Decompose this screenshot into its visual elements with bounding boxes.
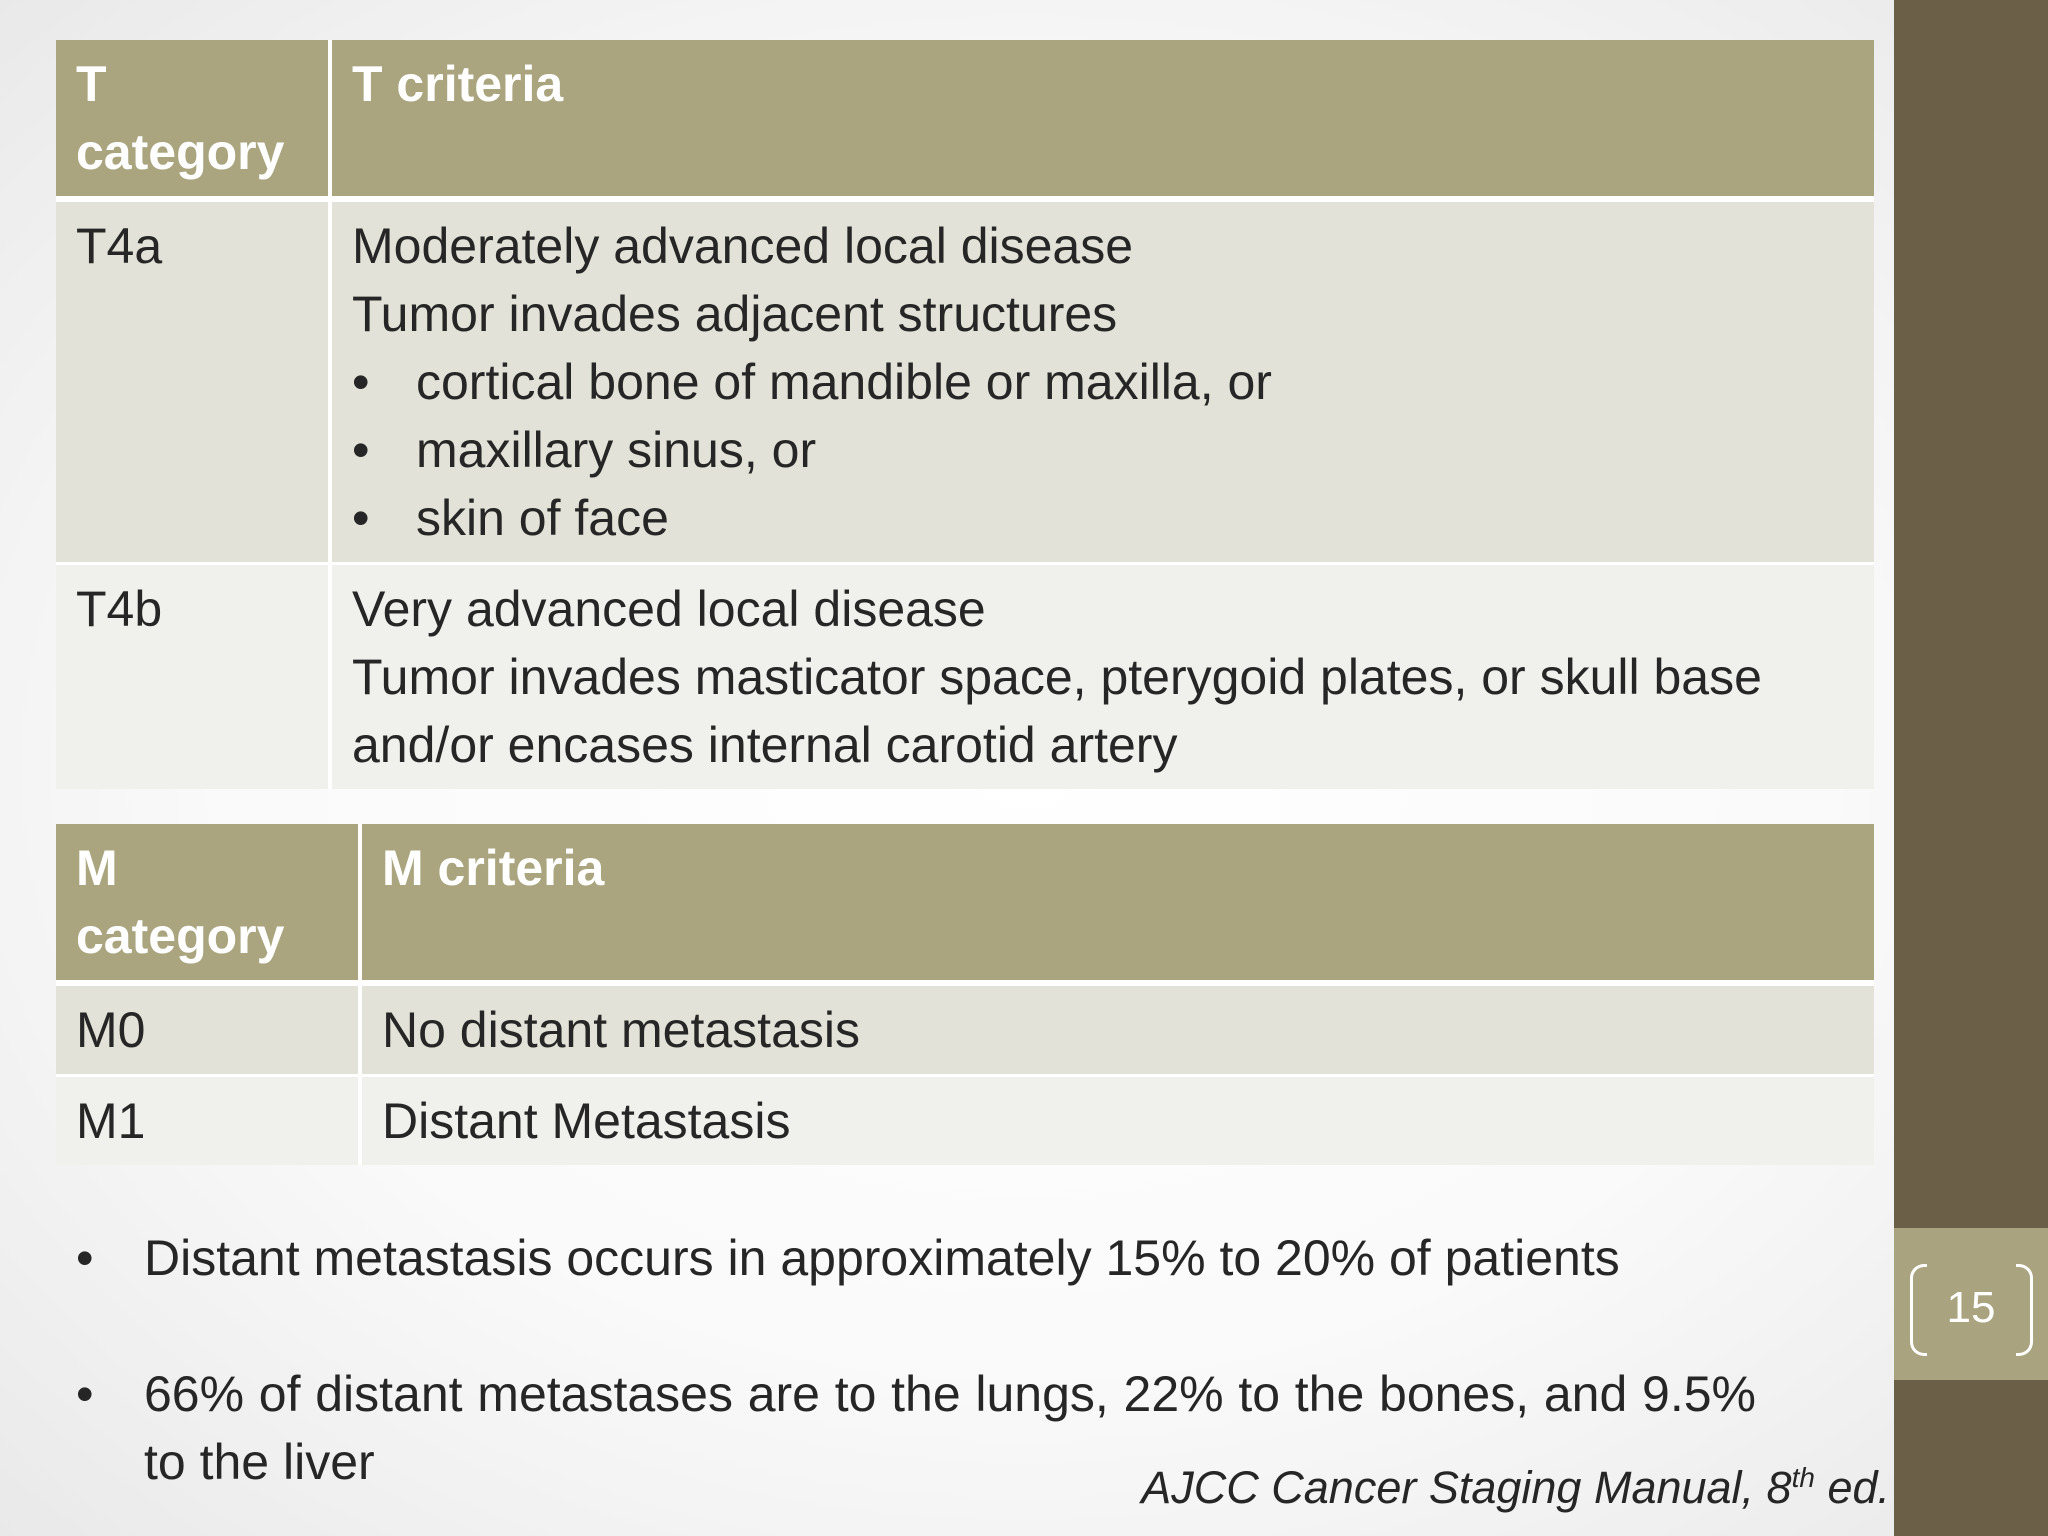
t-category-table [56,40,1874,789]
right-bracket-icon [2016,1264,2033,1356]
list-item: • Distant metastasis occurs in approximately 15% to 20% of patients [76,1224,1756,1292]
metastasis-notes [76,1224,1756,1292]
criteria-bullet-list [352,348,1854,552]
criteria-line: Moderately advanced local disease [352,218,1134,274]
table-row [56,562,1874,789]
m-criteria-cell: No distant metastasis [358,986,1874,1074]
m-criteria-header: M criteria [358,824,1874,986]
page-number: 15 [1946,1283,1996,1332]
citation-suffix: ed. [1814,1462,1890,1513]
citation-text: AJCC Cancer Staging Manual, 8 [1141,1462,1792,1513]
list-item: • maxillary sinus, or [352,416,1854,484]
m-category-cell: M0 [56,986,358,1074]
m-category-table [56,824,1874,1165]
list-item: • 66% of distant metastases are to the lungs, 22% to the bones, and 9.5% to the liver [76,1360,1756,1496]
citation-superscript: th [1791,1462,1815,1493]
t-category-cell: T4a [56,202,328,562]
t-category-cell: T4b [56,562,328,789]
t-criteria-cell [328,562,1874,789]
table-row [56,202,1874,562]
criteria-line: Very advanced local disease [352,581,986,637]
m-criteria-cell: Distant Metastasis [358,1074,1874,1165]
table-row [56,1074,1874,1165]
table-row [56,986,1874,1074]
table-header-row [56,824,1874,986]
list-item: • cortical bone of mandible or maxilla, or [352,348,1854,416]
m-category-cell: M1 [56,1074,358,1165]
citation [1141,1460,1890,1516]
t-criteria-cell [328,202,1874,562]
t-category-header: T category [56,40,328,202]
t-criteria-header: T criteria [328,40,1874,202]
criteria-line: Tumor invades adjacent structures [352,286,1118,342]
list-item: • skin of face [352,484,1854,552]
m-category-header: M category [56,824,358,986]
table-header-row [56,40,1874,202]
criteria-line: Tumor invades masticator space, pterygoid plates, or skull base and/or encases internal carotid artery [352,649,1762,773]
